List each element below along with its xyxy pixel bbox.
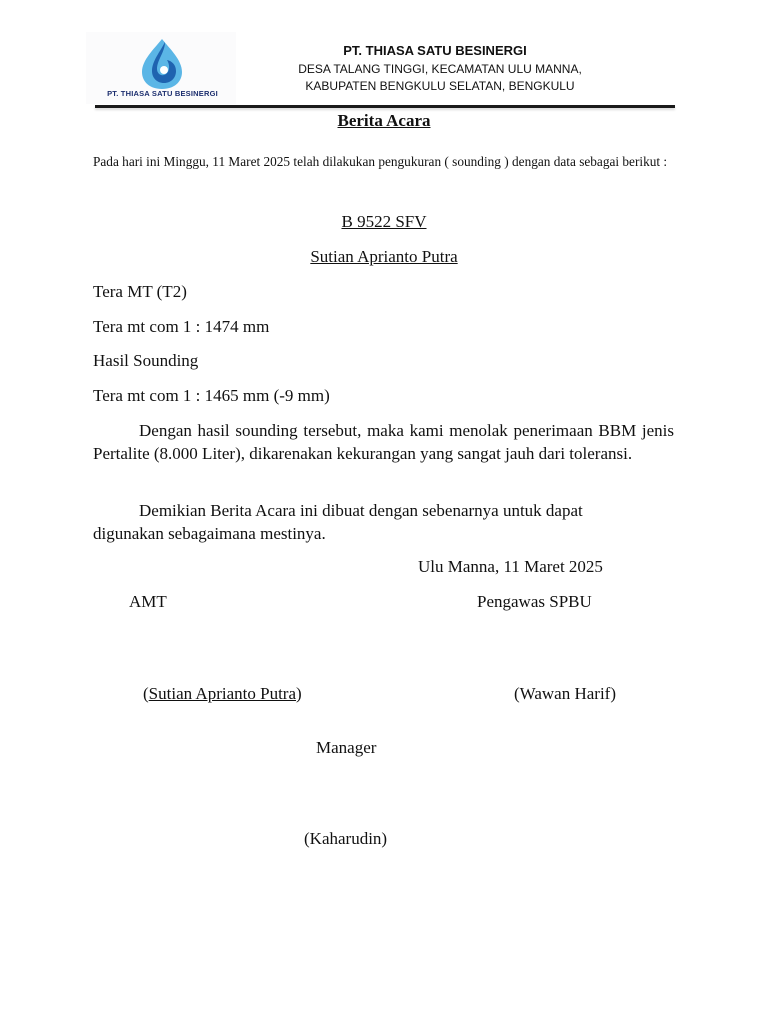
tera-com-value: Tera mt com 1 : 1474 mm: [93, 317, 270, 336]
vehicle-plate: B 9522 SFV: [341, 212, 427, 231]
intro-paragraph: Pada hari ini Minggu, 11 Maret 2025 telah dilakukan pengukuran ( sounding ) dengan data sebagai berikut :: [93, 154, 668, 169]
company-name: PT. THIASA SATU BESINERGI: [343, 43, 527, 58]
closing-paragraph: Demikian Berita Acara ini dibuat dengan sebenarnya untuk dapat digunakan sebagaimana mestinya.: [93, 501, 583, 543]
driver-name: Sutian Aprianto Putra: [310, 247, 458, 266]
pengawas-signature-name: (Wawan Harif): [514, 684, 616, 703]
document-title: Berita Acara: [337, 111, 431, 130]
amt-open-paren: (: [143, 684, 149, 703]
amt-signature-label: AMT: [129, 592, 167, 611]
tera-label: Tera MT (T2): [93, 282, 187, 301]
water-drop-logo-icon: [86, 32, 236, 92]
company-address-line-2: KABUPATEN BENGKULU SELATAN, BENGKULU: [305, 79, 575, 93]
hasil-sounding-label: Hasil Sounding: [93, 351, 199, 370]
manager-signature-label: Manager: [316, 738, 377, 757]
letterhead-divider: [95, 105, 675, 108]
amt-name: Sutian Aprianto Putra: [148, 684, 296, 703]
amt-close-paren: ): [296, 684, 302, 703]
hasil-sounding-value: Tera mt com 1 : 1465 mm (-9 mm): [93, 386, 330, 405]
place-date: Ulu Manna, 11 Maret 2025: [418, 557, 603, 576]
amt-signature-name: [143, 684, 302, 704]
manager-signature-name: (Kaharudin): [304, 829, 388, 848]
company-address-line-1: DESA TALANG TINGGI, KECAMATAN ULU MANNA,: [298, 62, 582, 76]
pengawas-signature-label: Pengawas SPBU: [477, 592, 592, 611]
rejection-paragraph: Dengan hasil sounding tersebut, maka kami menolak penerimaan BBM jenis Pertalite (8.000 Liter), dikarenakan kekurangan yang sangat jauh dari toleransi.: [93, 421, 674, 463]
logo-caption: PT. THIASA SATU BESINERGI: [107, 89, 218, 98]
